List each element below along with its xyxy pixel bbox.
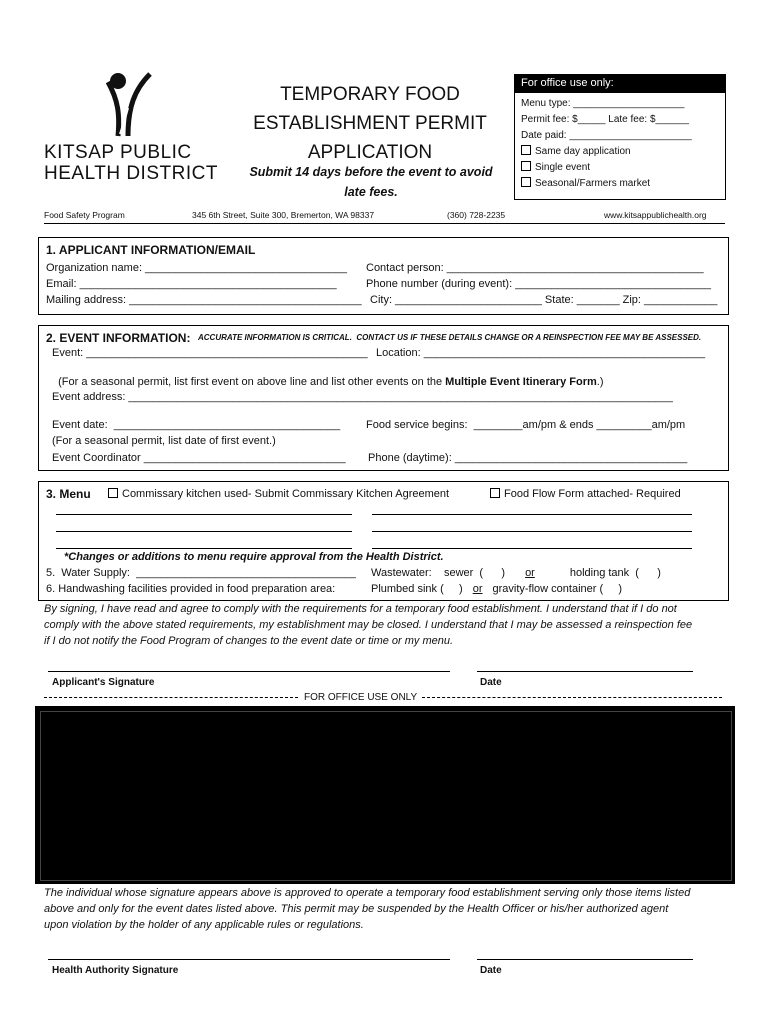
health-authority-signature-line[interactable] xyxy=(48,959,450,960)
approval-text: The individual whose signature appears above is approved to operate a temporary food establishment serving only those items listed above and only for the event dates listed above. This permit may be suspended by the Health Officer or his/her authorized agent upon violation by the holder of any applicable rules or regulations. xyxy=(44,887,691,931)
office-divider-left xyxy=(44,697,298,698)
water-supply-field[interactable]: 5. Water Supply: ____________________________________ xyxy=(46,567,356,579)
date-line[interactable] xyxy=(477,671,693,672)
seasonal-date-note: (For a seasonal permit, list date of first event.) xyxy=(52,435,276,447)
location-field[interactable]: Location: ______________________________________________ xyxy=(376,347,706,359)
office-use-box xyxy=(514,74,726,200)
menu-line[interactable] xyxy=(372,531,692,532)
checkbox-icon xyxy=(490,488,500,498)
logo-text-line1: KITSAP PUBLIC xyxy=(44,142,192,163)
office-divider-right xyxy=(422,697,722,698)
menu-line[interactable] xyxy=(56,548,352,549)
logo-text-line2: HEALTH DISTRICT xyxy=(44,163,218,184)
city-state-zip-field[interactable]: City: ________________________ State: _______ Zip: ____________ xyxy=(370,294,718,306)
section2-heading: 2. EVENT INFORMATION: xyxy=(46,331,191,345)
wastewater-options[interactable]: Wastewater: sewer ( ) or holding tank ( ) xyxy=(371,567,661,579)
email-field[interactable]: Email: __________________________________________ xyxy=(46,278,337,290)
menu-line[interactable] xyxy=(372,514,692,515)
seasonal-note: (For a seasonal permit, list first event on above line and list other events on the Multiple Event Itinerary Form.) xyxy=(58,376,604,388)
event-name-field[interactable]: Event: ______________________________________________ xyxy=(52,347,368,359)
office-divider-label: FOR OFFICE USE ONLY xyxy=(304,692,418,703)
office-permit-fee: Permit fee: $_____ Late fee: $______ xyxy=(521,114,689,125)
kitsap-logo-icon xyxy=(98,72,158,138)
menu-line[interactable] xyxy=(56,531,352,532)
office-opt-seasonal[interactable]: Seasonal/Farmers market xyxy=(521,176,719,192)
office-date-paid: Date paid: ______________________ xyxy=(521,130,692,141)
page-subtitle xyxy=(234,162,508,202)
phone-event-field[interactable]: Phone number (during event): ________________________________ xyxy=(366,278,711,290)
checkbox-icon xyxy=(521,177,531,187)
contact-address: 345 6th Street, Suite 300, Bremerton, WA 98337 xyxy=(192,210,375,220)
mailing-address-field[interactable]: Mailing address: ______________________________________ xyxy=(46,294,362,306)
date-label-2: Date xyxy=(480,965,502,976)
contact-person-field[interactable]: Contact person: __________________________________________ xyxy=(366,262,704,274)
office-use-inner xyxy=(40,711,732,881)
office-opt-same-day[interactable]: Same day application xyxy=(521,144,719,160)
food-flow-checkbox[interactable]: Food Flow Form attached- Required xyxy=(490,488,681,500)
menu-line[interactable] xyxy=(56,514,352,515)
office-opt-single[interactable]: Single event xyxy=(521,160,719,176)
agreement-text: By signing, I have read and agree to comply with the requirements for a temporary food establishment. I understand that if I do not comply with the above stated requirements, my establishment may be closed. I understand that I may be assessed a reinspection fee if I do not notify the Food Program of changes to the event date or time or my menu. xyxy=(44,603,693,647)
section1-heading: 1. APPLICANT INFORMATION/EMAIL xyxy=(46,243,256,257)
event-address-field[interactable]: Event address: _________________________________________________________________________________________ xyxy=(52,391,673,403)
date-label: Date xyxy=(480,677,502,688)
health-authority-signature-label: Health Authority Signature xyxy=(52,965,179,976)
contact-phone: (360) 728-2235 xyxy=(447,210,506,220)
menu-line[interactable] xyxy=(372,548,692,549)
date-line-2[interactable] xyxy=(477,959,693,960)
applicant-signature-label: Applicant's Signature xyxy=(52,677,155,688)
checkbox-icon xyxy=(108,488,118,498)
event-date-field[interactable]: Event date: _____________________________________ xyxy=(52,419,341,431)
applicant-signature-line[interactable] xyxy=(48,671,450,672)
title-line2: ESTABLISHMENT PERMIT xyxy=(253,113,487,134)
checkbox-icon xyxy=(521,161,531,171)
coordinator-field[interactable]: Event Coordinator _________________________________ xyxy=(52,452,346,464)
commissary-checkbox[interactable]: Commissary kitchen used- Submit Commissary Kitchen Agreement xyxy=(108,488,449,500)
contact-website: www.kitsappublichealth.org xyxy=(604,210,707,220)
contact-divider xyxy=(44,223,725,224)
org-name-field[interactable]: Organization name: _________________________________ xyxy=(46,262,347,274)
office-box-header: For office use only: xyxy=(515,75,725,93)
office-menu-type: Menu type: ____________________ xyxy=(521,98,685,109)
subtitle-line2: late fees. xyxy=(344,185,398,199)
title-line3: APPLICATION xyxy=(307,142,433,163)
checkbox-icon xyxy=(521,145,531,155)
section2-note: ACCURATE INFORMATION IS CRITICAL. CONTACT US IF THESE DETAILS CHANGE OR A REINSPECTION FEE MAY BE ASSESSED. xyxy=(198,333,702,342)
handwash-label: 6. Handwashing facilities provided in food preparation area: xyxy=(46,583,336,595)
food-service-field[interactable]: Food service begins: ________am/pm & ends _________am/pm xyxy=(366,419,686,431)
subtitle-line1: Submit 14 days before the event to avoid xyxy=(249,165,493,179)
menu-changes-note: *Changes or additions to menu require approval from the Health District. xyxy=(64,551,444,563)
handwash-options[interactable]: Plumbed sink ( ) or gravity-flow container ( ) xyxy=(371,583,623,595)
section3-heading: 3. Menu xyxy=(46,487,91,501)
phone-daytime-field[interactable]: Phone (daytime): ______________________________________ xyxy=(368,452,688,464)
title-line1: TEMPORARY FOOD xyxy=(280,84,460,105)
contact-program: Food Safety Program xyxy=(44,210,125,220)
page-title xyxy=(236,80,504,167)
